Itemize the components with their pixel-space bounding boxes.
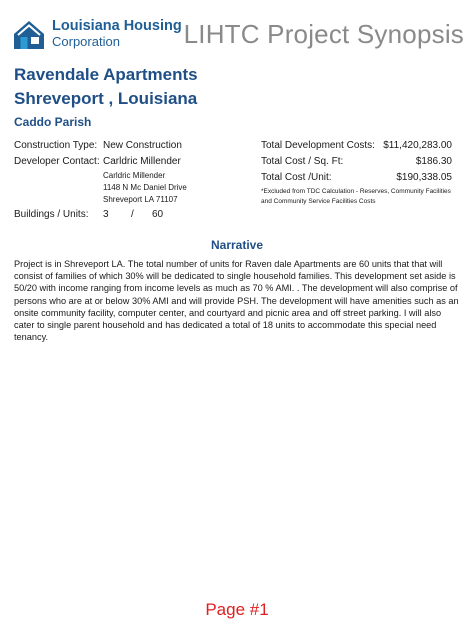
- header: [12, 16, 464, 52]
- address-line1: Carldric Millender: [103, 171, 166, 180]
- buildings-units-separator: /: [131, 209, 134, 220]
- narrative-heading: Narrative: [210, 238, 264, 252]
- total-development-costs-label: Total Development Costs:: [261, 140, 375, 151]
- logo-line1: Louisiana Housing: [52, 18, 182, 34]
- cost-per-unit-label: Total Cost /Unit:: [261, 172, 332, 183]
- total-development-costs-value: $11,420,283.00: [383, 140, 452, 151]
- property-city: Shreveport , Louisiana: [14, 89, 198, 108]
- cost-per-unit-value: $190,338.05: [396, 172, 452, 183]
- tdc-exclusion-note: *Excluded from TDC Calculation - Reserves, Community Facilities and Community Service Facilities Costs: [261, 188, 451, 205]
- buildings-units-row: [14, 207, 214, 223]
- address-line2: 1148 N Mc Daniel Drive: [103, 183, 187, 192]
- cost-per-sqft-value: $186.30: [415, 156, 452, 167]
- property-name: Ravendale Apartments: [14, 65, 198, 84]
- house-logo-icon: [12, 18, 46, 50]
- logo-line2: Corporation: [52, 34, 120, 49]
- construction-type-label: Construction Type:: [14, 140, 98, 151]
- document-title: LIHTC Project Synopsis: [183, 19, 464, 49]
- construction-type-value: New Construction: [103, 140, 182, 151]
- property-header: [14, 63, 198, 132]
- narrative-text: Project is in Shreveport LA. The total number of units for Raven dale Apartments are 60 units that that will consist of families of which 30% will be dedicated to single household families. This development set aside is 50/20 with income ranging from income levels as much as 70 % AMI. . The development will also comprise of persons who are at or below 30% AMI and will provide PSH. The development will have amenities such as an onsite community facility, computer center, and courtyard and picnic area and off street parking. I will also cater to single parent household and has dedicated a total of 18 units to accommodate this special need tenancy.: [14, 259, 459, 343]
- property-parish: Caddo Parish: [14, 115, 92, 129]
- buildings-count: 3: [103, 209, 109, 220]
- address-line3: Shreveport LA 71107: [103, 195, 178, 204]
- buildings-units-label: Buildings / Units:: [14, 209, 89, 220]
- cost-per-unit-row: [261, 170, 452, 186]
- total-development-costs-row: [261, 138, 452, 154]
- developer-address: [103, 170, 187, 206]
- developer-contact-value: Carldric Millender: [103, 156, 181, 167]
- developer-contact-label: Developer Contact:: [14, 156, 100, 167]
- units-count: 60: [152, 209, 164, 220]
- logo-text: [52, 18, 182, 49]
- cost-per-sqft-row: [261, 154, 452, 170]
- page-number: Page #1: [205, 600, 269, 619]
- cost-summary: [261, 138, 452, 207]
- cost-per-sqft-label: Total Cost / Sq. Ft:: [261, 156, 344, 167]
